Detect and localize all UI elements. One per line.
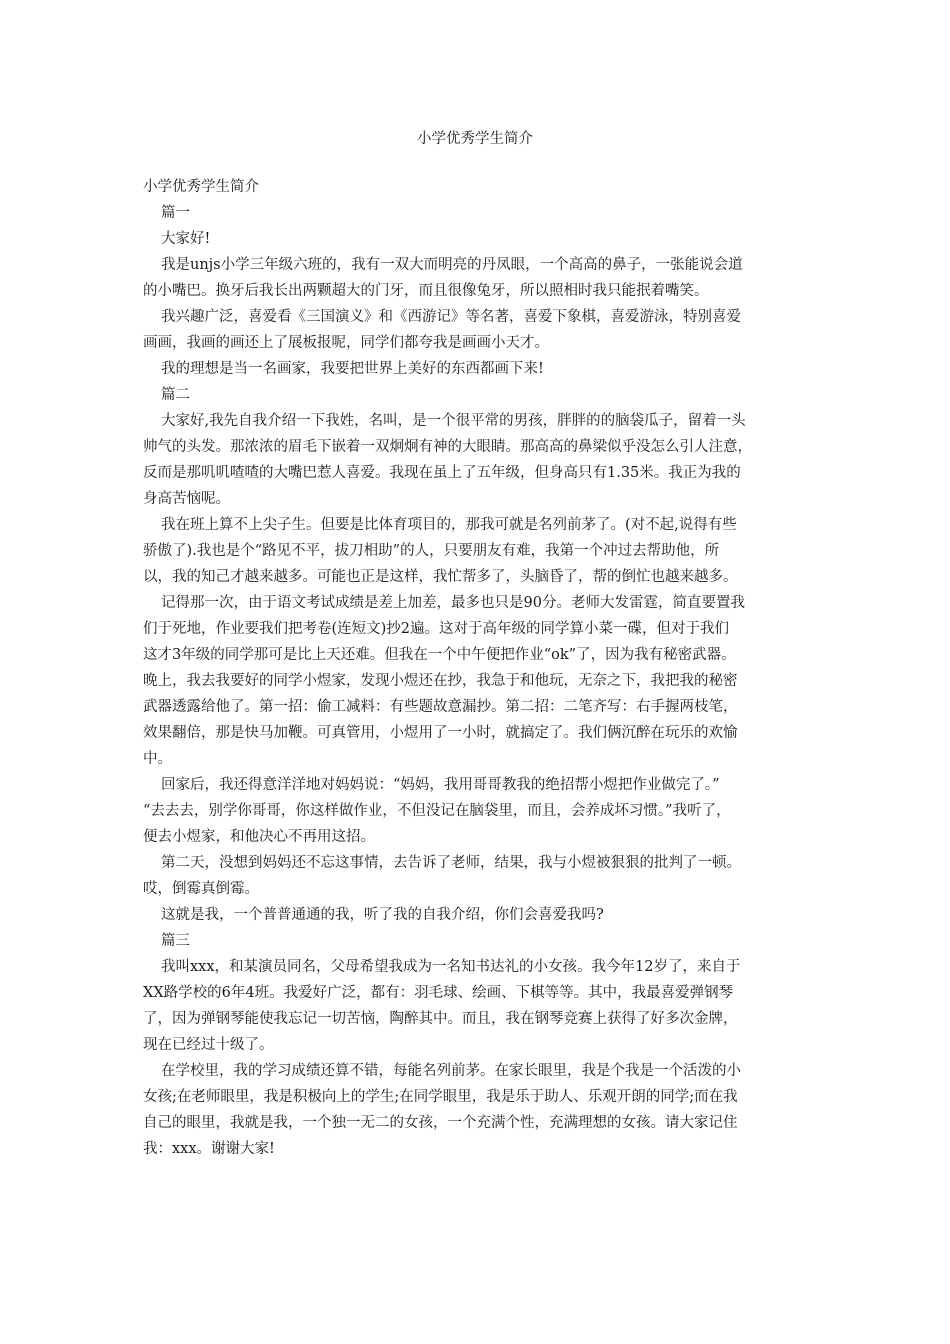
- text-line: 篇三: [161, 933, 190, 949]
- text-line: 晚上，我去我要好的同学小煜家，发现小煜还在抄，我急于和他玩，无奈之下，我把我的秘密: [143, 673, 738, 689]
- text-line: 自己的眼里，我就是我，一个独一无二的女孩，一个充满个性，充满理想的女孩。请大家记住: [143, 1115, 738, 1131]
- text-line: 篇一: [161, 205, 190, 221]
- text-line: 我兴趣广泛，喜爱看《三国演义》和《西游记》等名著，喜爱下象棋，喜爱游泳，特别喜爱: [161, 309, 741, 325]
- page-title: 小学优秀学生简介: [417, 131, 533, 147]
- text-line: 了，因为弹钢琴能使我忘记一切苦恼，陶醉其中。而且，我在钢琴竞赛上获得了好多次金牌，: [143, 1011, 738, 1027]
- text-line: 这就是我，一个普普通通的我，听了我的自我介绍，你们会喜爱我吗?: [161, 907, 604, 923]
- text-line: “去去去，别学你哥哥，你这样做作业，不但没记在脑袋里，而且，会养成坏习惯。”我听了，: [143, 803, 731, 819]
- text-line: 大家好,我先自我介绍一下我姓，名叫，是一个很平常的男孩，胖胖的的脑袋瓜子，留着一头: [161, 413, 746, 429]
- text-line: 中。: [143, 751, 172, 767]
- text-line: 的小嘴巴。换牙后我长出两颗超大的门牙，而且很像兔牙，所以照相时我只能抿着嘴笑。: [143, 283, 709, 299]
- text-line: 我是unjs小学三年级六班的，我有一双大而明亮的丹凤眼，一个高高的鼻子，一张能说会道: [161, 257, 743, 273]
- text-line: 骄傲了).我也是个“路见不平，拔刀相助”的人，只要朋友有难，我第一个冲过去帮助他，所: [143, 543, 720, 559]
- text-line: 女孩;在老师眼里，我是积极向上的学生;在同学眼里，我是乐于助人、乐观开朗的同学;而在我: [143, 1089, 738, 1105]
- document-body: [143, 174, 807, 1162]
- text-line: 回家后，我还得意洋洋地对妈妈说：“妈妈，我用哥哥教我的绝招帮小煜把作业做完了。”: [161, 777, 720, 793]
- text-line: 现在已经过十级了。: [143, 1037, 274, 1053]
- text-line: 第二天，没想到妈妈还不忘这事情，去告诉了老师，结果，我与小煜被狠狠的批判了一顿。: [161, 855, 741, 871]
- text-line: 以，我的知己才越来越多。可能也正是这样，我忙帮多了，头脑昏了，帮的倒忙也越来越多。: [143, 569, 738, 585]
- text-line: 画画，我画的画还上了展板报呢，同学们都夸我是画画小天才。: [143, 335, 549, 351]
- text-line: 这才3年级的同学那可是比上天还难。但我在一个中午便把作业“ok”了，因为我有秘密武器。: [143, 647, 736, 663]
- text-line: 武器透露给他了。第一招：偷工减料：有些题故意漏抄。第二招：二笔齐写：右手握两枝笔，: [143, 699, 738, 715]
- text-line: 篇二: [161, 387, 190, 403]
- text-line: 我的理想是当一名画家，我要把世界上美好的东西都画下来!: [161, 361, 544, 377]
- text-line: 在学校里，我的学习成绩还算不错，每能名列前茅。在家长眼里，我是个我是一个活泼的小: [161, 1063, 741, 1079]
- text-line: 反而是那叽叽喳喳的大嘴巴惹人喜爱。我现在虽上了五年级，但身高只有1.35米。我正为我的: [143, 465, 741, 481]
- text-line: 我：xxx。谢谢大家!: [143, 1141, 275, 1157]
- text-line: 我在班上算不上尖子生。但要是比体育项目的，那我可就是名列前茅了。(对不起,说得有些: [161, 517, 737, 533]
- text-line: 记得那一次，由于语文考试成绩是差上加差，最多也只是90分。老师大发雷霆，简直要置我: [161, 595, 745, 611]
- text-line: 身高苦恼呢。: [143, 491, 230, 507]
- text-line: 哎，倒霉真倒霉。: [143, 881, 259, 897]
- text-line: 便去小煜家，和他决心不再用这招。: [143, 829, 375, 845]
- text-line: 大家好!: [161, 231, 211, 247]
- text-line: 我叫xxx，和某演员同名，父母希望我成为一名知书达礼的小女孩。我今年12岁了，来自于: [161, 959, 741, 975]
- text-line: XX路学校的6年4班。我爱好广泛，都有：羽毛球、绘画、下棋等等。其中，我最喜爱弹钢琴: [143, 985, 734, 1001]
- text-line: 效果翻倍，那是快马加鞭。可真管用，小煜用了一小时，就搞定了。我们俩沉醉在玩乐的欢愉: [143, 725, 738, 741]
- text-line: 帅气的头发。那浓浓的眉毛下嵌着一双炯炯有神的大眼睛。那高高的鼻梁似乎没怎么引人注意，: [143, 439, 752, 455]
- text-line: 小学优秀学生简介: [143, 179, 259, 195]
- text-line: 们于死地，作业要我们把考卷(连短文)抄2遍。这对于高年级的同学算小菜一碟，但对于我们: [143, 621, 730, 637]
